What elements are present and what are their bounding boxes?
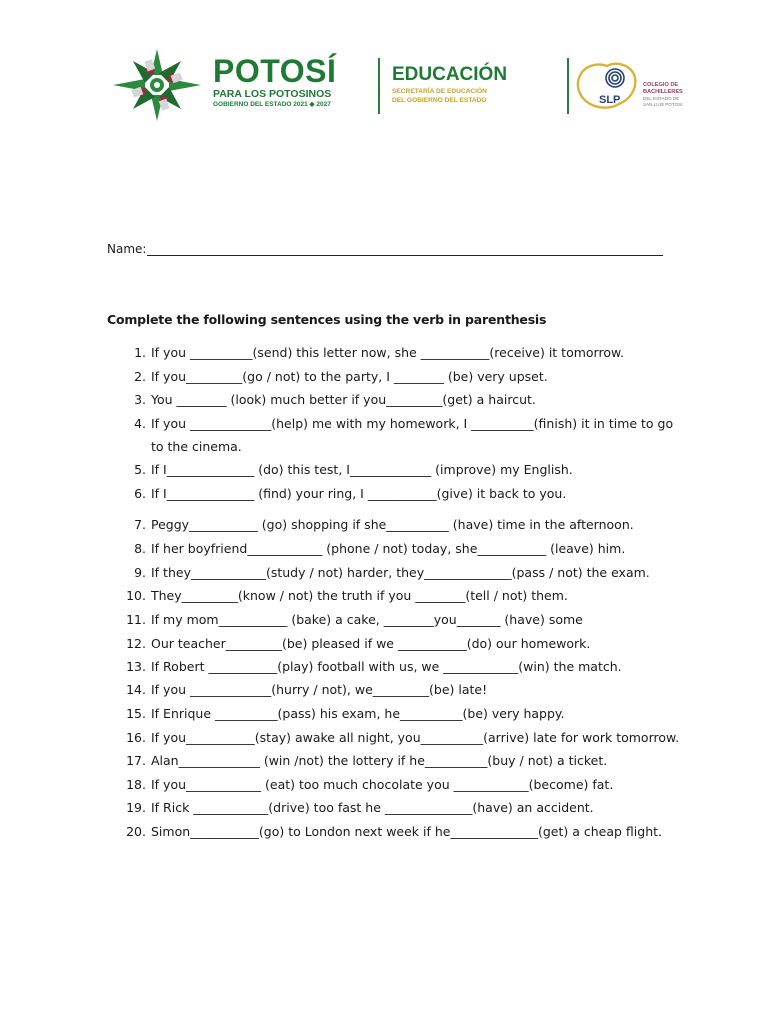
education-line-1: SECRETARÍA DE EDUCACIÓN xyxy=(392,88,487,95)
exercise-number: 7. xyxy=(134,517,146,532)
exercise-sentence[interactable]: If I______________ (find) your ring, I ___________(give) it back to you. xyxy=(151,486,567,501)
exercise-sentence[interactable]: If I______________ (do) this test, I_____________ (improve) my English. xyxy=(151,462,573,477)
exercise-number: 6. xyxy=(134,486,146,501)
exercise-number: 9. xyxy=(134,565,146,580)
cobach-logo-icon xyxy=(573,56,641,114)
exercise-number: 3. xyxy=(134,392,146,407)
exercise-sentence[interactable]: Alan_____________ (win /not) the lottery if he__________(buy / not) a ticket. xyxy=(151,753,608,768)
page-header xyxy=(106,44,696,126)
name-field xyxy=(107,242,663,256)
exercise-sentence[interactable]: If you___________(stay) awake all night, you__________(arrive) late for work tomorrow. xyxy=(151,730,680,745)
potosi-title: POTOSÍ xyxy=(213,53,337,89)
exercise-number: 2. xyxy=(134,369,146,384)
exercise-sentence[interactable]: If they____________(study / not) harder, they______________(pass / not) the exam. xyxy=(151,565,650,580)
exercise-sentence[interactable]: If you __________(send) this letter now, she ___________(receive) it tomorrow. xyxy=(151,345,625,360)
exercise-number: 11. xyxy=(126,612,146,627)
exercise-number: 13. xyxy=(126,659,146,674)
exercise-number: 17. xyxy=(126,753,146,768)
exercise-sentence[interactable]: If Enrique __________(pass) his exam, he__________(be) very happy. xyxy=(151,706,565,721)
name-blank[interactable] xyxy=(147,242,663,256)
exercise-sentence[interactable]: If her boyfriend____________ (phone / not) today, she___________ (leave) him. xyxy=(151,541,626,556)
exercise-sentence[interactable]: If my mom___________ (bake) a cake, ________you_______ (have) some xyxy=(151,612,583,627)
cobach-line-1: COLEGIO DE xyxy=(643,82,679,88)
exercise-sentence[interactable]: You ________ (look) much better if you_________(get) a haircut. xyxy=(151,392,536,407)
potosi-emblem-icon xyxy=(108,46,206,124)
exercise-number: 12. xyxy=(126,636,146,651)
cobach-line-2: BACHILLERES xyxy=(643,88,683,95)
header-divider xyxy=(378,58,380,114)
exercise-number: 19. xyxy=(126,800,146,815)
cobach-name xyxy=(643,82,699,107)
exercise-number: 15. xyxy=(126,706,146,721)
exercise-sentence[interactable]: If you____________ (eat) too much chocolate you ____________(become) fat. xyxy=(151,777,614,792)
education-subtitle xyxy=(392,88,557,106)
exercise-number: 8. xyxy=(134,541,146,556)
exercise-number: 4. xyxy=(134,416,146,431)
exercise-sentence[interactable]: They_________(know / not) the truth if you ________(tell / not) them. xyxy=(151,588,568,603)
exercise-sentence[interactable]: If Robert ___________(play) football with us, we ____________(win) the match. xyxy=(151,659,622,674)
potosi-subtitle: PARA LOS POTOSINOS xyxy=(213,88,332,100)
exercise-sentence[interactable]: Peggy___________ (go) shopping if she__________ (have) time in the afternoon. xyxy=(151,517,634,532)
exercise-sentence[interactable]: If you_________(go / not) to the party, I ________ (be) very upset. xyxy=(151,369,548,384)
cobach-logo-text: SLP xyxy=(599,94,621,106)
exercise-sentence[interactable]: If you _____________(hurry / not), we_________(be) late! xyxy=(151,682,488,697)
exercise-sentence[interactable]: If you _____________(help) me with my homework, I __________(finish) it in time to go xyxy=(151,416,674,431)
exercise-number: 20. xyxy=(126,824,146,839)
exercise-sentence[interactable]: Simon___________(go) to London next week if he______________(get) a cheap flight. xyxy=(151,824,662,839)
exercise-number: 5. xyxy=(134,462,146,477)
cobach-line-3: DEL ESTADO DE xyxy=(643,95,680,101)
instructions-heading: Complete the following sentences using the verb in parenthesis xyxy=(107,312,547,327)
exercise-number: 14. xyxy=(126,682,146,697)
education-line-2: DEL GOBIERNO DEL ESTADO xyxy=(392,96,487,104)
exercise-number: 10. xyxy=(126,588,146,603)
exercise-sentence-continuation: to the cinema. xyxy=(151,439,242,454)
education-title: EDUCACIÓN xyxy=(392,64,508,85)
exercise-sentence[interactable]: Our teacher_________(be) pleased if we ___________(do) our homework. xyxy=(151,636,591,651)
exercise-number: 18. xyxy=(126,777,146,792)
exercise-number: 1. xyxy=(134,345,146,360)
exercise-sentence[interactable]: If Rick ____________(drive) too fast he ______________(have) an accident. xyxy=(151,800,594,815)
name-label: Name: xyxy=(107,242,147,256)
header-divider xyxy=(567,58,569,114)
exercise-number: 16. xyxy=(126,730,146,745)
cobach-line-4: SAN LUIS POTOSÍ xyxy=(643,101,683,107)
potosi-government-label: GOBIERNO DEL ESTADO 2021 ◆ 2027 xyxy=(213,101,331,108)
